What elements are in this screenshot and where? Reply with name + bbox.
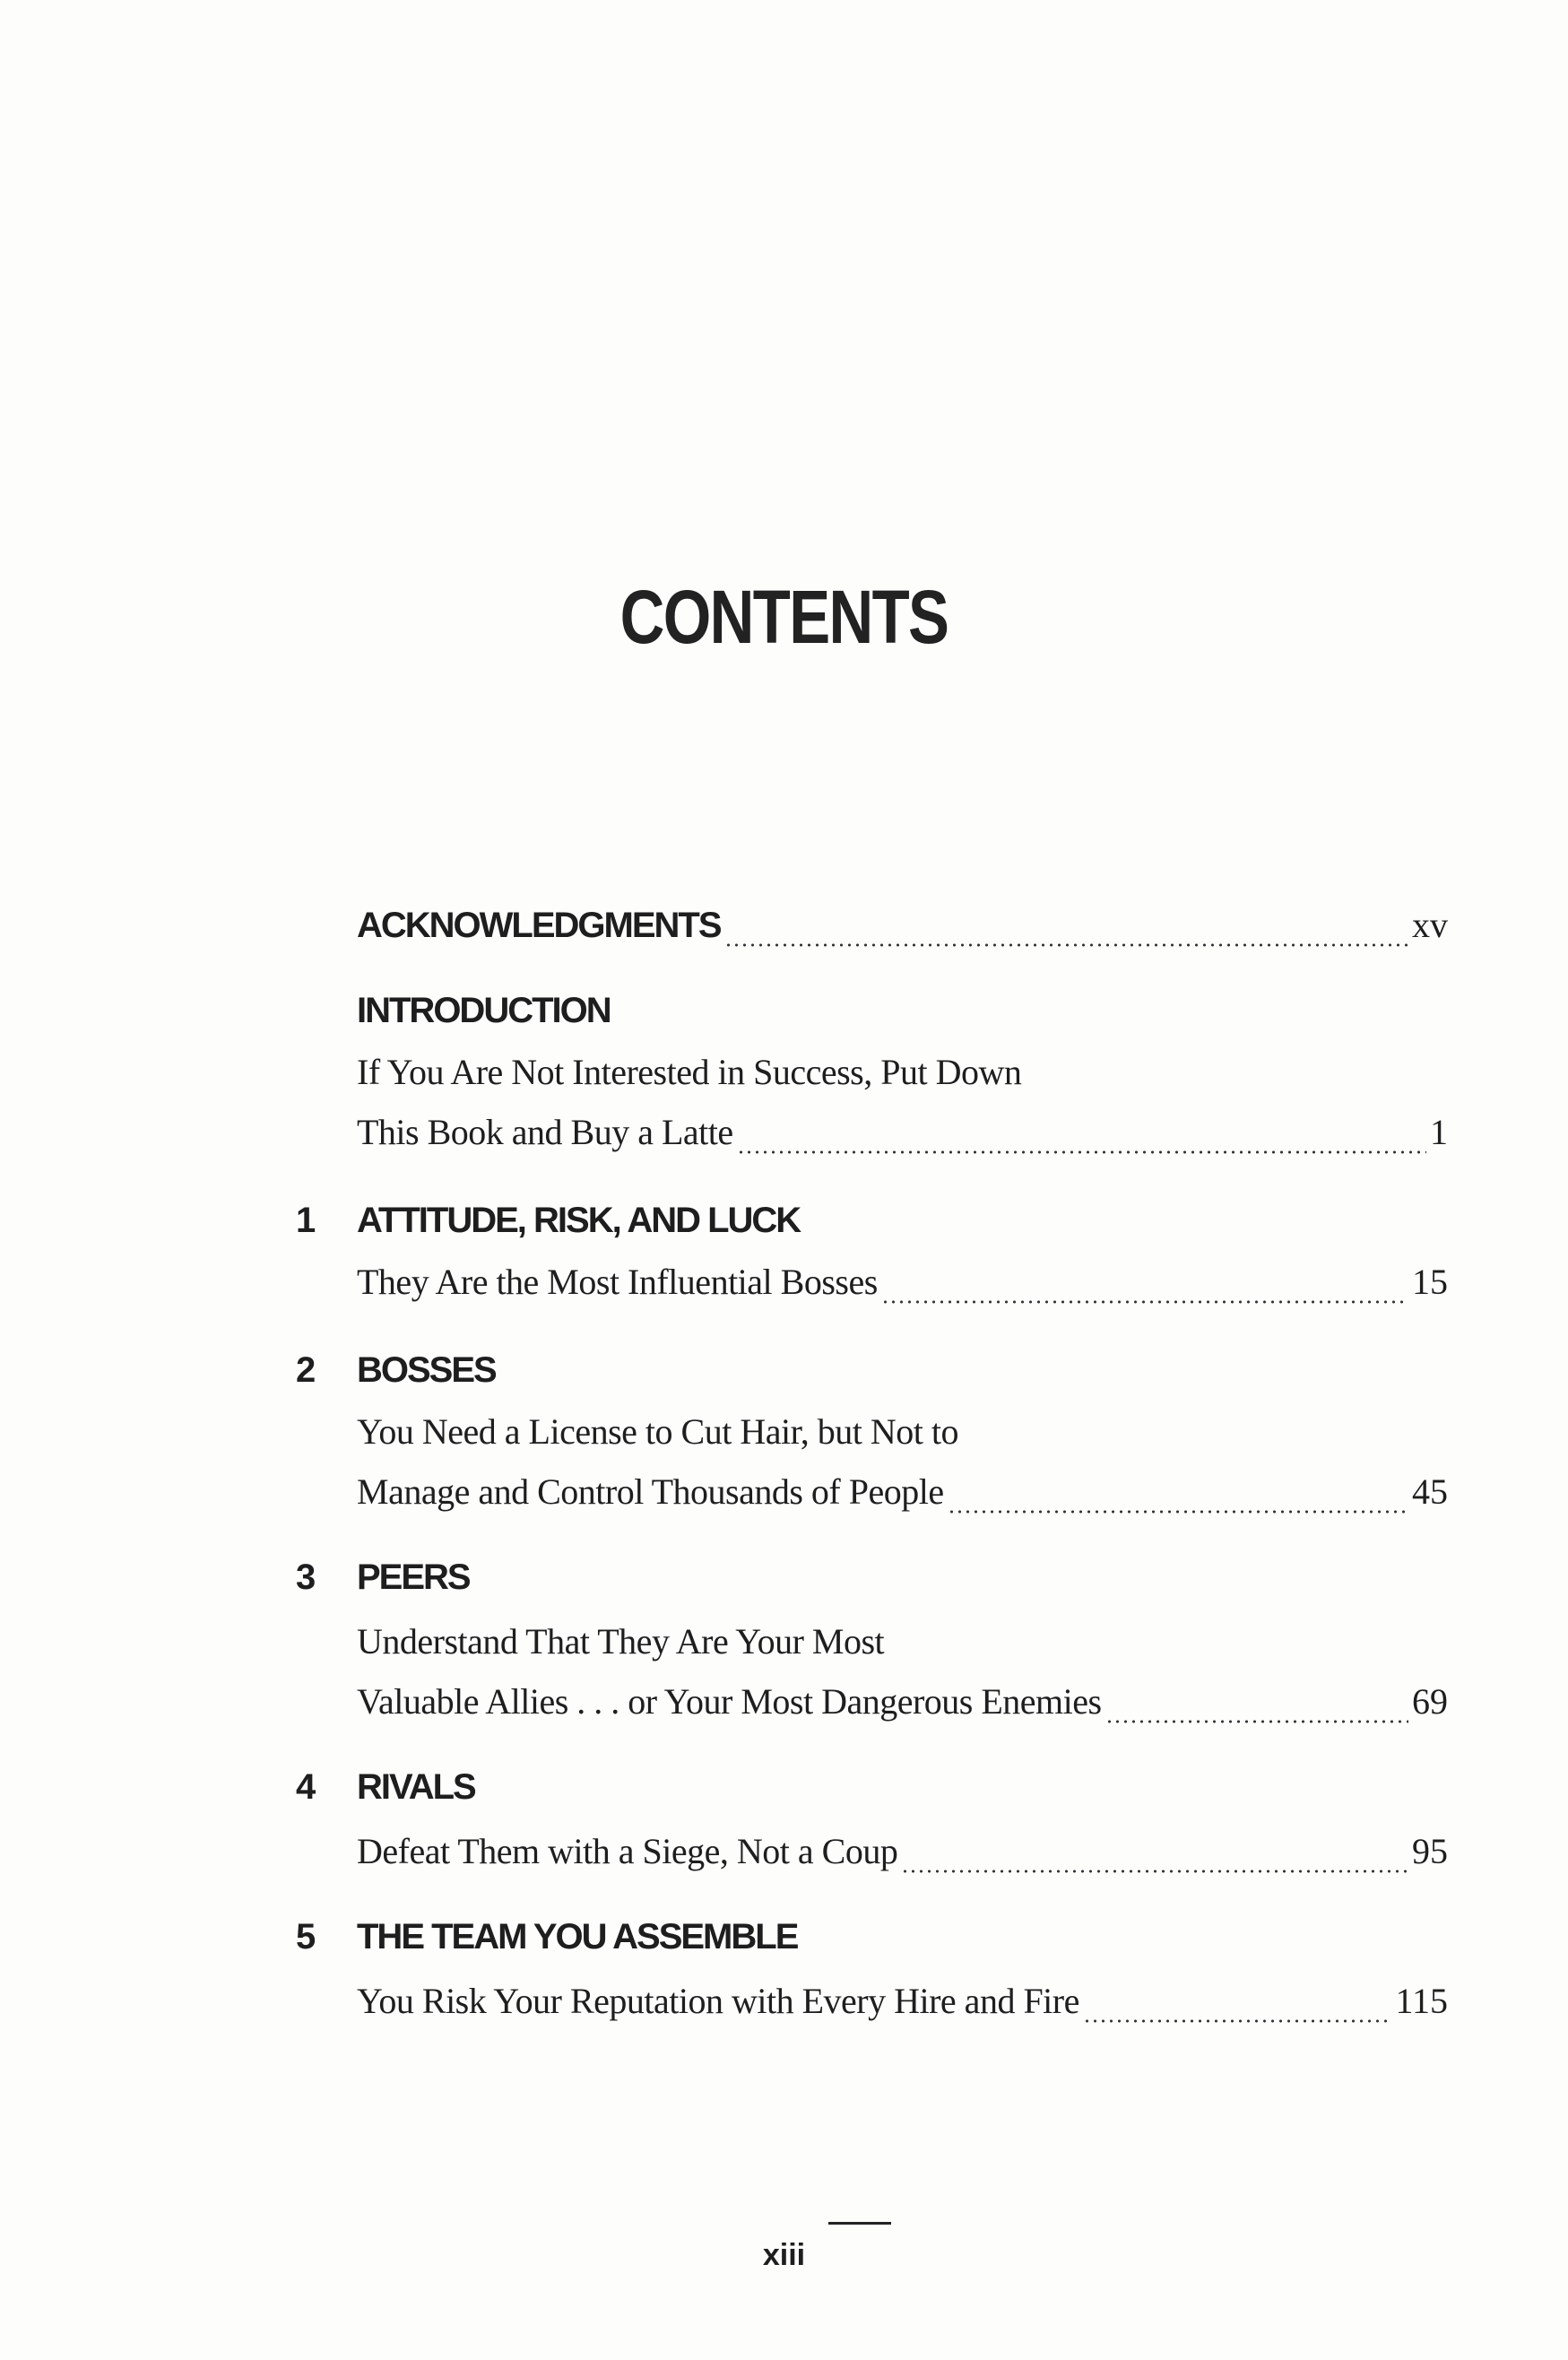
dot-leader — [1083, 2019, 1392, 2023]
toc-page-number: 115 — [1395, 1981, 1448, 2021]
toc-heading: PEERS — [357, 1557, 470, 1597]
toc-entry-chapter-1[interactable] — [296, 1201, 1448, 1254]
toc-subtitle-row — [296, 1471, 1448, 1524]
toc-heading: ACKNOWLEDGMENTS — [357, 906, 721, 945]
toc-subtitle: Manage and Control Thousands of People — [357, 1471, 944, 1512]
toc-subtitle-row — [296, 1051, 1448, 1105]
toc-entry-introduction[interactable] — [296, 991, 1448, 1045]
dot-leader — [881, 1300, 1408, 1304]
toc-page-number: 95 — [1412, 1831, 1448, 1871]
toc-page-number: 15 — [1412, 1262, 1448, 1302]
toc-entry-acknowledgments[interactable] — [296, 904, 1448, 958]
toc-entry-chapter-5[interactable] — [296, 1917, 1448, 1971]
toc-entry-chapter-3[interactable] — [296, 1557, 1448, 1611]
toc-page-number: 1 — [1430, 1112, 1448, 1152]
folio-rule — [828, 2222, 891, 2225]
chapter-number: 2 — [296, 1350, 316, 1390]
dot-leader — [948, 1510, 1408, 1514]
toc-subtitle: You Need a License to Cut Hair, but Not to — [357, 1411, 959, 1452]
dot-leader — [724, 943, 1408, 947]
chapter-number: 4 — [296, 1767, 316, 1807]
toc-heading: RIVALS — [357, 1767, 475, 1807]
toc-subtitle: Defeat Them with a Siege, Not a Coup — [357, 1831, 898, 1871]
toc-subtitle: This Book and Buy a Latte — [357, 1112, 733, 1152]
page-title: CONTENTS — [619, 575, 949, 659]
toc-subtitle: They Are the Most Influential Bosses — [357, 1262, 878, 1302]
toc-entry-chapter-2[interactable] — [296, 1350, 1448, 1404]
dot-leader — [737, 1150, 1426, 1154]
toc-heading: INTRODUCTION — [357, 991, 611, 1030]
page-folio: xiii — [762, 2238, 806, 2272]
toc-heading: ATTITUDE, RISK, AND LUCK — [357, 1201, 801, 1240]
toc-heading: THE TEAM YOU ASSEMBLE — [357, 1917, 798, 1957]
toc-subtitle-row — [296, 1410, 1448, 1464]
chapter-number: 3 — [296, 1557, 316, 1597]
dot-leader — [901, 1870, 1408, 1873]
toc-subtitle-row — [296, 1261, 1448, 1314]
toc-subtitle: If You Are Not Interested in Success, Put Down — [357, 1052, 1022, 1092]
chapter-number: 5 — [296, 1917, 316, 1957]
toc-subtitle-row — [296, 1980, 1448, 2034]
toc-entry-chapter-4[interactable] — [296, 1767, 1448, 1821]
toc-heading: BOSSES — [357, 1350, 496, 1390]
toc-page-number: 69 — [1412, 1681, 1448, 1722]
dot-leader — [1105, 1720, 1408, 1723]
toc-subtitle: You Risk Your Reputation with Every Hire and Fire — [357, 1981, 1079, 2021]
toc-subtitle: Understand That They Are Your Most — [357, 1621, 885, 1662]
toc-subtitle: Valuable Allies . . . or Your Most Dangerous Enemies — [357, 1681, 1102, 1722]
chapter-number: 1 — [296, 1201, 316, 1240]
toc-subtitle-row — [296, 1111, 1448, 1165]
toc-subtitle-row — [296, 1830, 1448, 1884]
toc-subtitle-row — [296, 1680, 1448, 1734]
toc-page-number: 45 — [1412, 1471, 1448, 1512]
toc-subtitle-row — [296, 1620, 1448, 1674]
toc-page-number: xv — [1412, 905, 1448, 945]
